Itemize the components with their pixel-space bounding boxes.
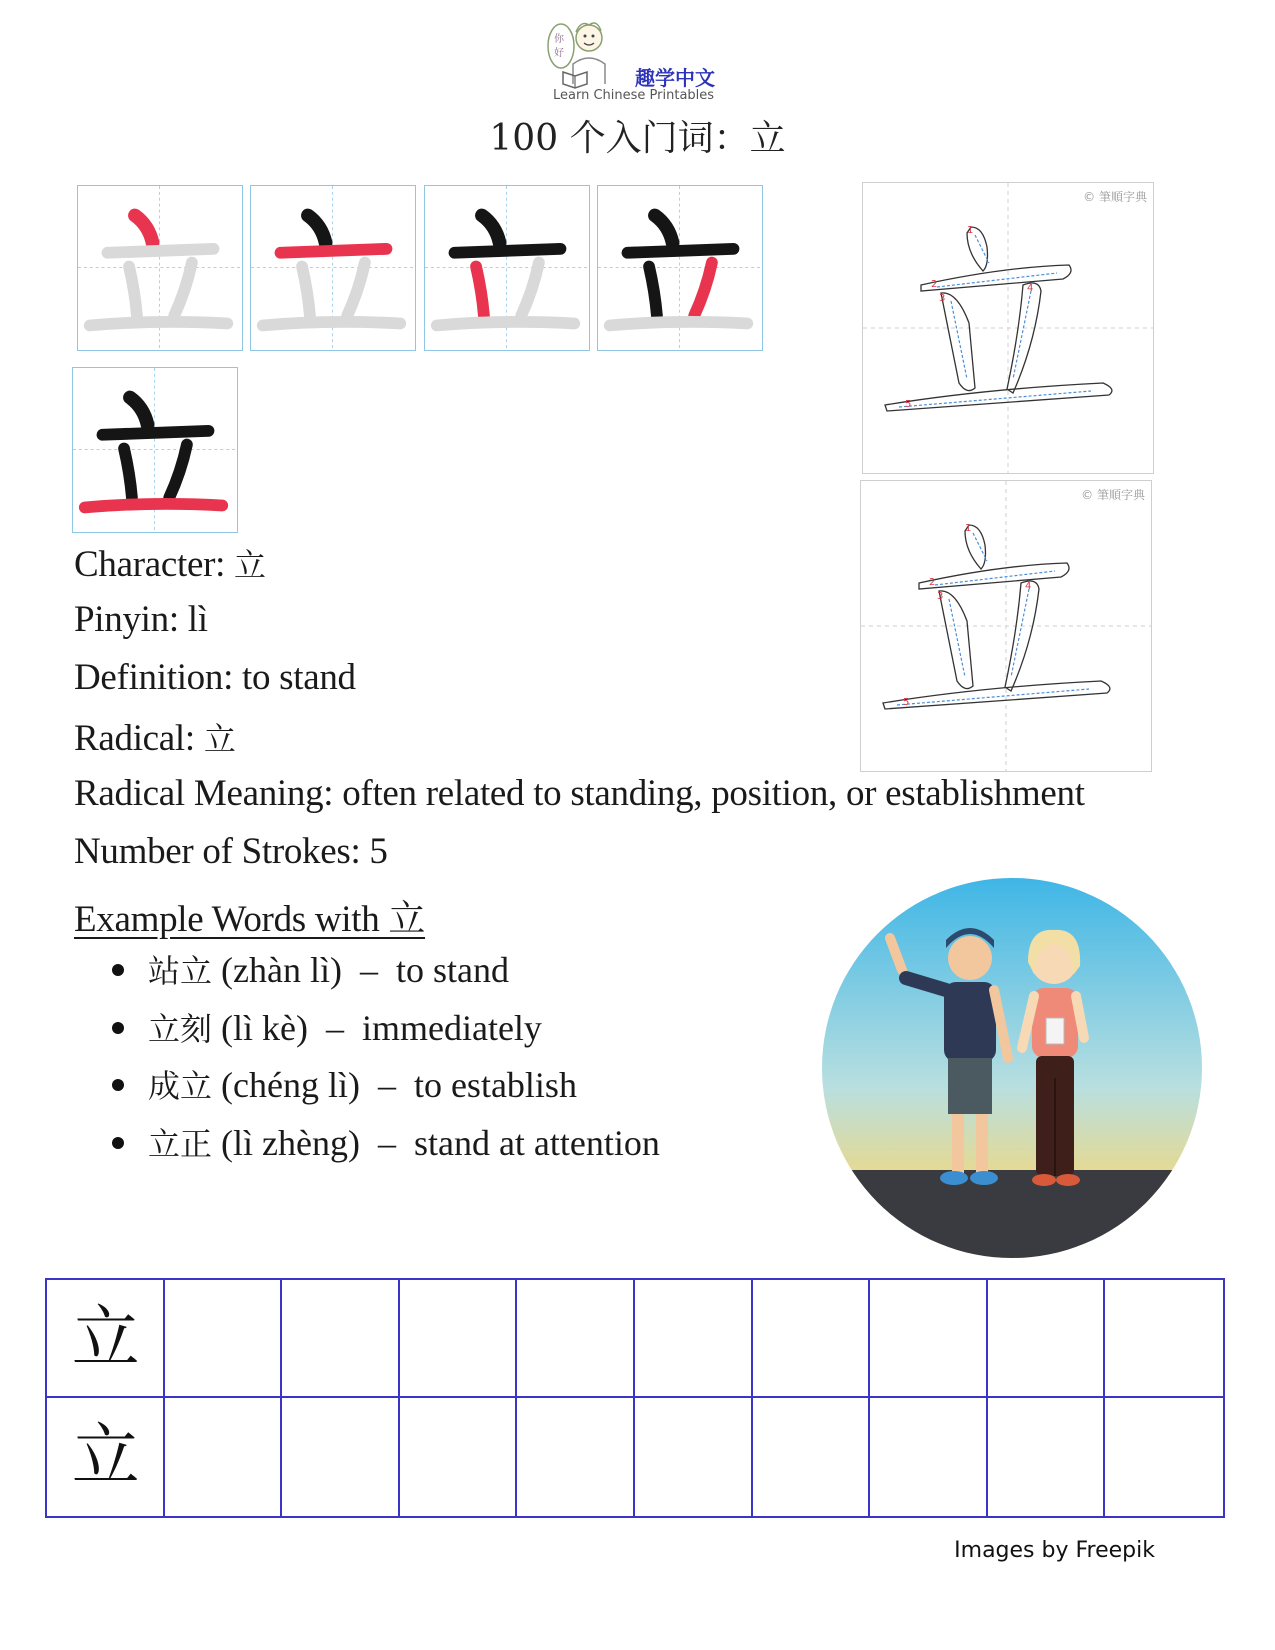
copyright-text: © 筆順字典 [1081,488,1145,502]
practice-cell[interactable] [282,1398,400,1516]
example-pinyin: (lì zhèng) [221,1123,360,1163]
stroke-outline-5 [883,681,1110,709]
practice-grid [45,1278,1225,1518]
stroke-2 [102,431,208,435]
stroke-outline-2 [919,563,1069,589]
stroke-step-box [424,185,590,351]
stroke-direction-diagram [861,481,1151,771]
stroke-number: 5 [903,697,910,708]
stroke-outline-3 [939,591,973,689]
radical-meaning-label: Radical Meaning: [74,773,334,814]
practice-cell[interactable] [165,1398,283,1516]
stroke-1 [130,397,148,424]
page-title: 100 个入门词：立 [489,118,786,159]
practice-cell[interactable] [517,1280,635,1398]
example-word: 立刻 [148,1010,213,1048]
stroke-2 [627,249,733,253]
stroke-outline-3 [941,293,975,391]
copyright-text: © 筆順字典 [1083,190,1147,204]
practice-cell[interactable] [753,1398,871,1516]
pinyin-value: lì [187,599,208,640]
stroke-step-glyph [425,186,588,349]
stroke-4 [174,263,192,316]
example-dash: – [325,1008,344,1048]
stroke-animation-panel-2 [860,480,1152,772]
radical-label: Radical: [74,718,195,759]
stroke-4 [347,263,365,316]
model-character: 立 [71,1299,140,1378]
stroke-1 [482,215,500,242]
example-pinyin: (lì kè) [221,1008,308,1048]
example-dash: – [377,1123,396,1163]
stroke-5 [610,322,747,326]
example-word-item [112,946,509,992]
stroke-3 [476,267,484,316]
radical-meaning-value: often related to standing, position, or establishment [342,773,1085,814]
practice-cell[interactable] [282,1280,400,1398]
stroke-outline-4 [1005,581,1039,691]
practice-cell[interactable] [517,1398,635,1516]
stroke-1 [655,215,673,242]
stroke-outline-4 [1007,283,1041,393]
practice-cell[interactable] [400,1280,518,1398]
practice-cell[interactable] [1105,1398,1223,1516]
stroke-direction-arrow [1011,589,1029,677]
stroke-number: 5 [905,399,912,410]
model-character: 立 [71,1417,140,1496]
example-word-item [112,1004,542,1050]
stroke-step-glyph [73,368,236,531]
example-words-heading: Example Words with 立 [74,899,426,940]
example-dash: – [377,1065,396,1105]
stroke-4 [169,445,187,498]
logo-english-text: Learn Chinese Printables [553,88,715,103]
logo-kids-icon [545,14,625,94]
stroke-2 [454,249,560,253]
logo-chinese-text: 趣学中文 [635,66,715,90]
stroke-5 [85,504,222,508]
practice-cell[interactable] [635,1280,753,1398]
stroke-step-glyph [598,186,761,349]
example-pinyin: (chéng lì) [221,1065,360,1105]
stroke-2 [107,249,213,253]
stroke-direction-diagram [863,183,1153,473]
bullet-icon [112,964,124,976]
strokes-value: 5 [369,831,388,872]
stroke-3 [302,267,310,316]
practice-cell[interactable] [753,1280,871,1398]
stroke-outline-5 [885,383,1112,411]
pinyin-label: Pinyin: [74,599,179,640]
image-credits: Images by Freepik [954,1538,1155,1563]
stroke-step-box [250,185,416,351]
character-line [74,540,266,586]
definition-line [74,656,356,699]
practice-cell[interactable] [165,1280,283,1398]
practice-cell[interactable] [635,1398,753,1516]
model-character-cell [47,1280,165,1398]
illustration-two-people [822,878,1202,1258]
example-word-item [112,1061,577,1107]
stroke-number: 2 [929,577,936,588]
example-word: 立正 [148,1125,213,1163]
pinyin-line [74,598,208,641]
svg-text:好: 好 [554,48,564,59]
example-meaning: immediately [361,1008,542,1048]
logo [545,14,735,104]
stroke-5 [263,322,400,326]
stroke-step-box [597,185,763,351]
stroke-step-glyph [78,186,241,349]
stroke-step-box [72,367,238,533]
stroke-step-glyph [251,186,414,349]
radical-value: 立 [203,720,236,758]
model-character-cell [47,1398,165,1516]
practice-row [47,1398,1223,1516]
example-dash: – [359,950,378,990]
example-meaning: stand at attention [413,1123,660,1163]
stroke-number: 3 [937,591,944,602]
stroke-3 [129,267,137,316]
stroke-number: 1 [967,225,974,236]
practice-cell[interactable] [1105,1280,1223,1398]
stroke-direction-arrow [1013,291,1031,379]
strokes-label: Number of Strokes: [74,831,361,872]
example-meaning: to stand [395,950,509,990]
example-meaning: to establish [413,1065,577,1105]
practice-cell[interactable] [988,1398,1106,1516]
stroke-animation-panel-1 [862,182,1154,474]
example-word-item [112,1119,660,1165]
stroke-1 [308,215,326,242]
strokes-line [74,830,388,873]
stroke-number: 1 [965,523,972,534]
radical-meaning-line [74,772,1085,815]
stroke-outline-2 [921,265,1071,291]
practice-cell[interactable] [870,1398,988,1516]
character-value: 立 [234,546,266,584]
stroke-number: 2 [931,279,938,290]
bullet-icon [112,1079,124,1091]
example-word: 成立 [148,1067,213,1105]
logo-bubble-text: 你 [554,34,564,45]
stroke-number: 4 [1025,581,1032,592]
radical-line [74,714,236,760]
stroke-4 [521,263,539,316]
example-pinyin: (zhàn lì) [221,950,342,990]
practice-cell[interactable] [988,1280,1106,1398]
bullet-icon [112,1022,124,1034]
practice-row [47,1280,1223,1398]
stroke-5 [90,322,227,326]
stroke-3 [649,267,657,316]
practice-cell[interactable] [400,1398,518,1516]
stroke-3 [124,449,132,498]
stroke-step-box [77,185,243,351]
example-word: 站立 [148,952,213,990]
stroke-4 [694,263,712,316]
stroke-5 [437,322,574,326]
stroke-1 [135,215,153,242]
stroke-number: 3 [939,293,946,304]
definition-label: Definition: [74,657,234,698]
character-label: Character: [74,544,226,585]
definition-value: to stand [242,657,356,698]
practice-cell[interactable] [870,1280,988,1398]
stroke-number: 4 [1027,283,1034,294]
stroke-2 [280,249,386,253]
bullet-icon [112,1137,124,1149]
people-standing-illustration [822,878,1202,1258]
